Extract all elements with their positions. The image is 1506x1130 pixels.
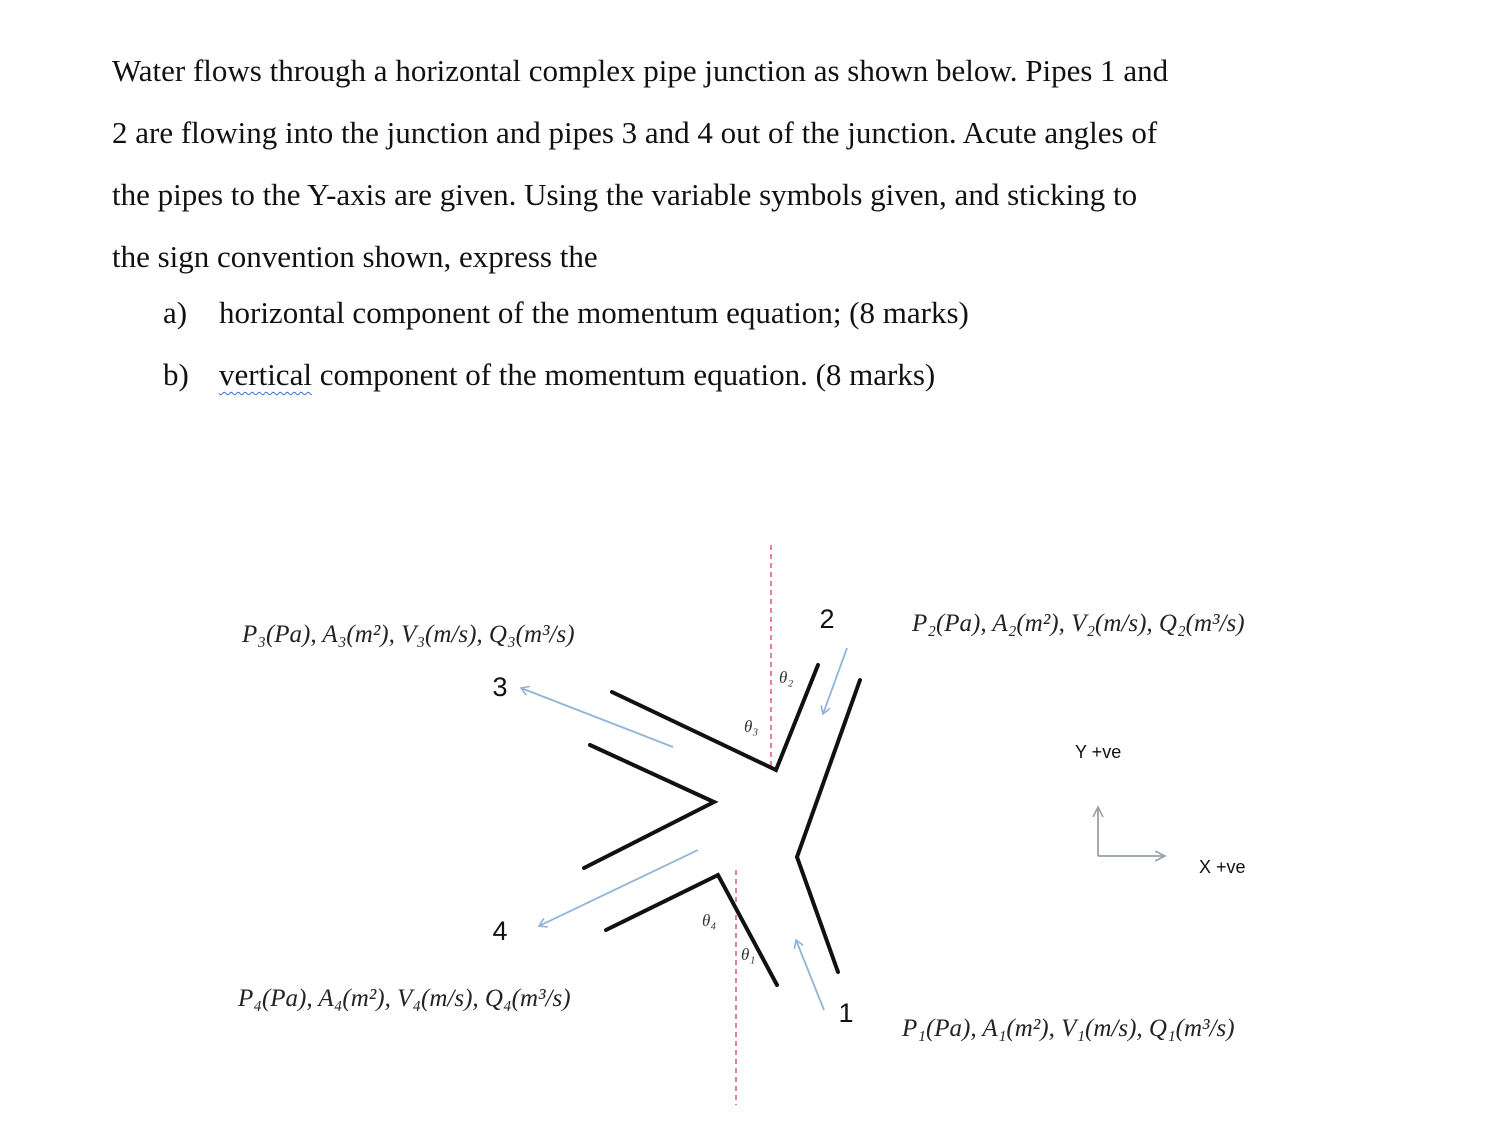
pipe-1-properties: P₁(Pa), A₁(m²), V₁(m/s), Q₁(m³/s)	[902, 1015, 1235, 1042]
angle-theta-3-label: θ₃	[744, 717, 759, 736]
part-b-underlined-word: vertical	[219, 357, 312, 392]
pipe-3-properties: P₃(Pa), A₃(m²), V₃(m/s), Q₃(m³/s)	[242, 621, 575, 648]
question-line-4: the sign convention shown, express the	[112, 239, 598, 274]
question-line-3: the pipes to the Y-axis are given. Using the variable symbols given, and sticking to	[112, 177, 1138, 212]
pipe-2-properties: P₂(Pa), A₂(m²), V₂(m/s), Q₂(m³/s)	[912, 610, 1245, 637]
pipe-4-flow-arrow	[539, 850, 698, 926]
pipe-4-number: 4	[492, 916, 508, 946]
pipe-2-flow-arrow	[823, 648, 847, 714]
angle-theta-2-label: θ₂	[779, 668, 794, 687]
pipe-4-lower-wall	[606, 875, 777, 985]
part-a-text: horizontal component of the momentum equation; (8 marks)	[219, 295, 969, 330]
question-line-2: 2 are flowing into the junction and pipes 3 and 4 out of the junction. Acute angles of	[112, 115, 1158, 150]
pipe-1-2-right-wall	[797, 680, 860, 972]
pipe-4-properties: P₄(Pa), A₄(m²), V₄(m/s), Q₄(m³/s)	[238, 985, 571, 1012]
angle-theta-4-label: θ₄	[702, 911, 717, 930]
part-a-label: a)	[163, 295, 188, 330]
angle-theta-1-label: θ₁	[741, 945, 756, 964]
question-line-1: Water flows through a horizontal complex pipe junction as shown below. Pipes 1 and	[112, 53, 1169, 88]
pipe-3-flow-arrow	[521, 688, 673, 747]
pipe-3-4-inner-wall	[584, 745, 714, 868]
y-axis-positive-label: Y +ve	[1075, 742, 1122, 762]
pipe-2-number: 2	[819, 604, 835, 634]
part-b-label: b)	[163, 357, 189, 392]
pipe-walls	[584, 665, 860, 985]
pipe-1-number: 1	[838, 998, 854, 1028]
part-b-text: component of the momentum equation. (8 marks)	[311, 357, 936, 392]
pipe-1-flow-arrow	[796, 940, 824, 1010]
x-axis-positive-label: X +ve	[1199, 857, 1246, 877]
pipe-3-number: 3	[492, 672, 508, 702]
